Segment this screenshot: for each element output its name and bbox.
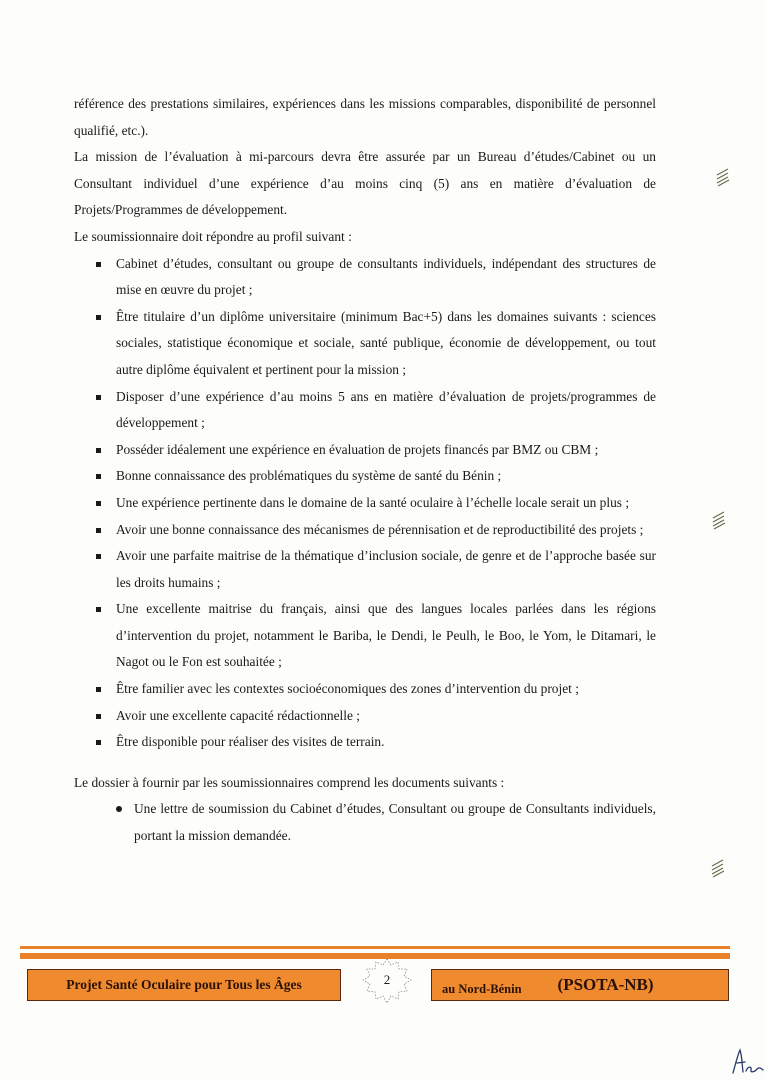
list-item: Posséder idéalement une expérience en évaluation de projets financés par BMZ ou CBM ; xyxy=(74,437,656,464)
list-item: Une expérience pertinente dans le domaine de la santé oculaire à l’échelle locale serait un plus ; xyxy=(74,490,656,517)
profile-list xyxy=(74,251,656,756)
footer-acronym: (PSOTA-NB) xyxy=(557,975,654,994)
signature-icon xyxy=(730,1046,765,1076)
footer-rule-thin xyxy=(20,946,730,949)
profile-intro: Le soumissionnaire doit répondre au profil suivant : xyxy=(74,228,352,244)
footer-project-title-text: Projet Santé Oculaire pour Tous les Âges xyxy=(66,977,302,992)
initial-mark-icon xyxy=(710,858,726,878)
intro-paragraph-1: référence des prestations similaires, expériences dans les missions comparables, disponibilité de personnel qualifié, etc.). xyxy=(74,96,656,138)
dossier-intro: Le dossier à fournir par les soumissionnaires comprend les documents suivants : xyxy=(74,774,505,790)
list-item: Avoir une excellente capacité rédactionnelle ; xyxy=(74,703,656,730)
page-number: 2 xyxy=(383,972,391,987)
list-item: Cabinet d’études, consultant ou groupe de consultants individuels, indépendant des structures de mise en œuvre du projet ; xyxy=(74,251,656,304)
initial-mark-icon xyxy=(711,510,727,530)
list-item: Avoir une bonne connaissance des mécanismes de pérennisation et de reproductibilité des projets ; xyxy=(74,517,656,544)
list-item: Disposer d’une expérience d’au moins 5 ans en matière d’évaluation de projets/programmes de développement ; xyxy=(74,384,656,437)
intro-paragraph-2: La mission de l’évaluation à mi-parcours devra être assurée par un Bureau d’études/Cabinet ou un Consultant individuel d’une expérience d’au moins cinq (5) ans en matière d’évaluation de Projets/Programmes de développement. xyxy=(74,149,656,218)
footer-project-title xyxy=(27,969,341,1001)
footer-region: au Nord-Bénin xyxy=(442,981,522,996)
footer-region-box xyxy=(431,969,729,1001)
list-item: Une lettre de soumission du Cabinet d’études, Consultant ou groupe de Consultants individuels, portant la mission demandée. xyxy=(74,796,656,849)
list-item: Bonne connaissance des problématiques du système de santé du Bénin ; xyxy=(74,463,656,490)
list-item: Avoir une parfaite maitrise de la thématique d’inclusion sociale, de genre et de l’approche basée sur les droits humains ; xyxy=(74,543,656,596)
document-body xyxy=(74,91,656,850)
list-item: Être titulaire d’un diplôme universitaire (minimum Bac+5) dans les domaines suivants : sciences sociales, statistique économique et sociale, santé publique, économie de développement, ou tout autre diplôme équivalent et pertinent pour la mission ; xyxy=(74,304,656,384)
list-item: Une excellente maitrise du français, ainsi que des langues locales parlées dans les régions d’intervention du projet, notamment le Bariba, le Dendi, le Peulh, le Boo, le Yom, le Ditamari, le Nagot ou le Fon est souhaitée ; xyxy=(74,596,656,676)
list-item: Être disponible pour réaliser des visites de terrain. xyxy=(74,729,656,756)
initial-mark-icon xyxy=(715,167,731,187)
dossier-list xyxy=(74,796,656,849)
list-item: Être familier avec les contextes socioéconomiques des zones d’intervention du projet ; xyxy=(74,676,656,703)
